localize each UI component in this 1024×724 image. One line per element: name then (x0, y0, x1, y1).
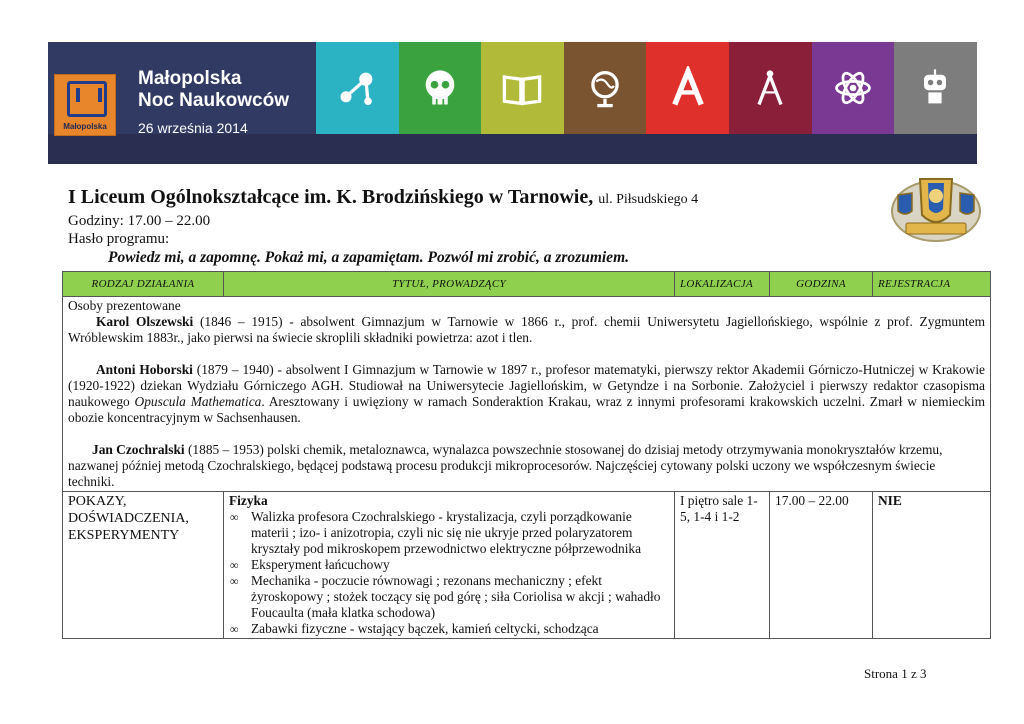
school-address: ul. Piłsudskiego 4 (598, 192, 699, 207)
person-bio: (1879 – 1940) - absolwent I Gimnazjum w Tarnowie w 1897 r., profesor matematyki, pierwszy rektor Akademii Górniczo-Hutniczej w Krakowie (1920-1922) dziekan Wydziału Górniczego AGH. Studiował na Uniwersytecie Jagiellońskim, w Getyndze i na Sorbonie. Założyciel i pierwszy redaktor czasopisma naukowego (68, 362, 985, 409)
location-cell: I piętro sale 1-5, 1-4 i 1-2 (675, 492, 770, 639)
school-name-line (68, 185, 888, 212)
motto: Powiedz mi, a zapomnę. Pokaż mi, a zapamiętam. Pozwól mi zrobić, a zrozumiem. (108, 249, 629, 266)
banner-title-line2: Noc Naukowców (138, 90, 289, 111)
activity-list (229, 509, 669, 637)
column-header-title: TYTUŁ, PROWADZĄCY (224, 272, 675, 297)
table-row-people (63, 297, 991, 492)
letter-a-icon (646, 42, 729, 134)
person-name: Karol Olszewski (96, 314, 194, 329)
person-name: Jan Czochralski (92, 442, 185, 457)
logo-mark (67, 81, 107, 117)
time-cell: 17.00 – 22.00 (770, 492, 873, 639)
person-bio: (1885 – 1953) polski chemik, metaloznawca, wynalazca powszechnie stosowanej do dzisiaj metody otrzymywania monokryształów krzemu, nazwanej później metodą Czochralskiego, będącej podstawą procesu produkcji mikroprocesorów. Najczęściej cytowany polski uczony we współczesnym świecie techniki. (68, 442, 943, 489)
activity-type-cell: POKAZY, DOŚWIADCZENIA, EKSPERYMENTY (63, 492, 224, 639)
banner-title (138, 68, 289, 112)
compass-icon (729, 42, 812, 134)
list-item: ∞ Eksperyment łańcuchowy (251, 557, 669, 573)
banner-title-panel (48, 42, 316, 134)
people-cell (63, 297, 991, 492)
column-header-location: LOKALIZACJA (675, 272, 770, 297)
school-crest (888, 165, 984, 253)
robot-icon (894, 42, 977, 134)
subject-heading: Fizyka (229, 493, 268, 508)
person-bio-continued: . Aresztowany i uwięziony w ramach Sonderaktion Krakau, wraz z innymi profesorami krakowskich uczelni. Zmarł w niemieckim obozie koncentracyjnym w Sachsenhausen. (68, 394, 985, 425)
banner-tiles (316, 42, 977, 134)
opening-hours: Godziny: 17.00 – 22.00 (68, 213, 211, 229)
event-banner (48, 42, 977, 164)
school-name: I Liceum Ogólnokształcące im. K. Brodzińskiego w Tarnowie, (68, 186, 594, 208)
globe-icon (564, 42, 647, 134)
person-bio: (1846 – 1915) - absolwent Gimnazjum w Tarnowie w 1866 r., prof. chemii Uniwersytetu Jagiellońskiego, wspólnie z prof. Zygmuntem Wróblewskim 1883r., jako pierwsi na świecie skroplili składniki powietrza: azot i tlen. (68, 314, 985, 345)
person-name: Antoni Hoborski (96, 362, 193, 377)
list-item: ∞ Zabawki fizyczne - wstający bączek, kamień celtycki, schodząca (251, 621, 669, 637)
person-hoborski (68, 362, 985, 426)
school-header (68, 185, 888, 267)
list-item: ∞ Mechanika - poczucie równowagi ; rezonans mechaniczny ; efekt żyroskopowy ; stożek toczący się pod górę ; siła Coriolisa w akcji ; wahadło Foucaulta (mała klatka schodowa) (251, 573, 669, 621)
malopolska-logo (54, 74, 116, 136)
column-header-type: RODZAJ DZIAŁANIA (63, 272, 224, 297)
registration-cell: NIE (873, 492, 991, 639)
banner-date: 26 września 2014 (138, 120, 248, 136)
program-table (62, 271, 991, 639)
banner-title-line1: Małopolska (138, 68, 242, 89)
table-row-activity (63, 492, 991, 639)
logo-word: Małopolska (63, 122, 107, 131)
activity-title-cell (224, 492, 675, 639)
people-label: Osoby prezentowane (68, 298, 181, 313)
list-item: ∞ Walizka profesora Czochralskiego - krystalizacja, czyli porządkowanie materii ; izo- i anizotropia, czyli nic się nie ukryje przed polaryzatorem kryształy pod mikroskopem przewodnictwo elektryczne półprzewodnika (251, 509, 669, 557)
page-number: Strona 1 z 3 (864, 666, 927, 681)
person-czochralski (68, 442, 985, 490)
atom-icon (812, 42, 895, 134)
book-icon (481, 42, 564, 134)
column-header-time: GODZINA (770, 272, 873, 297)
journal-title: Opuscula Mathematica (134, 394, 262, 409)
motto-label: Hasło programu: (68, 231, 170, 247)
person-olszewski (68, 314, 985, 346)
table-header-row (63, 272, 991, 297)
column-header-registration: REJESTRACJA (873, 272, 991, 297)
skull-icon (399, 42, 482, 134)
molecule-icon (316, 42, 399, 134)
